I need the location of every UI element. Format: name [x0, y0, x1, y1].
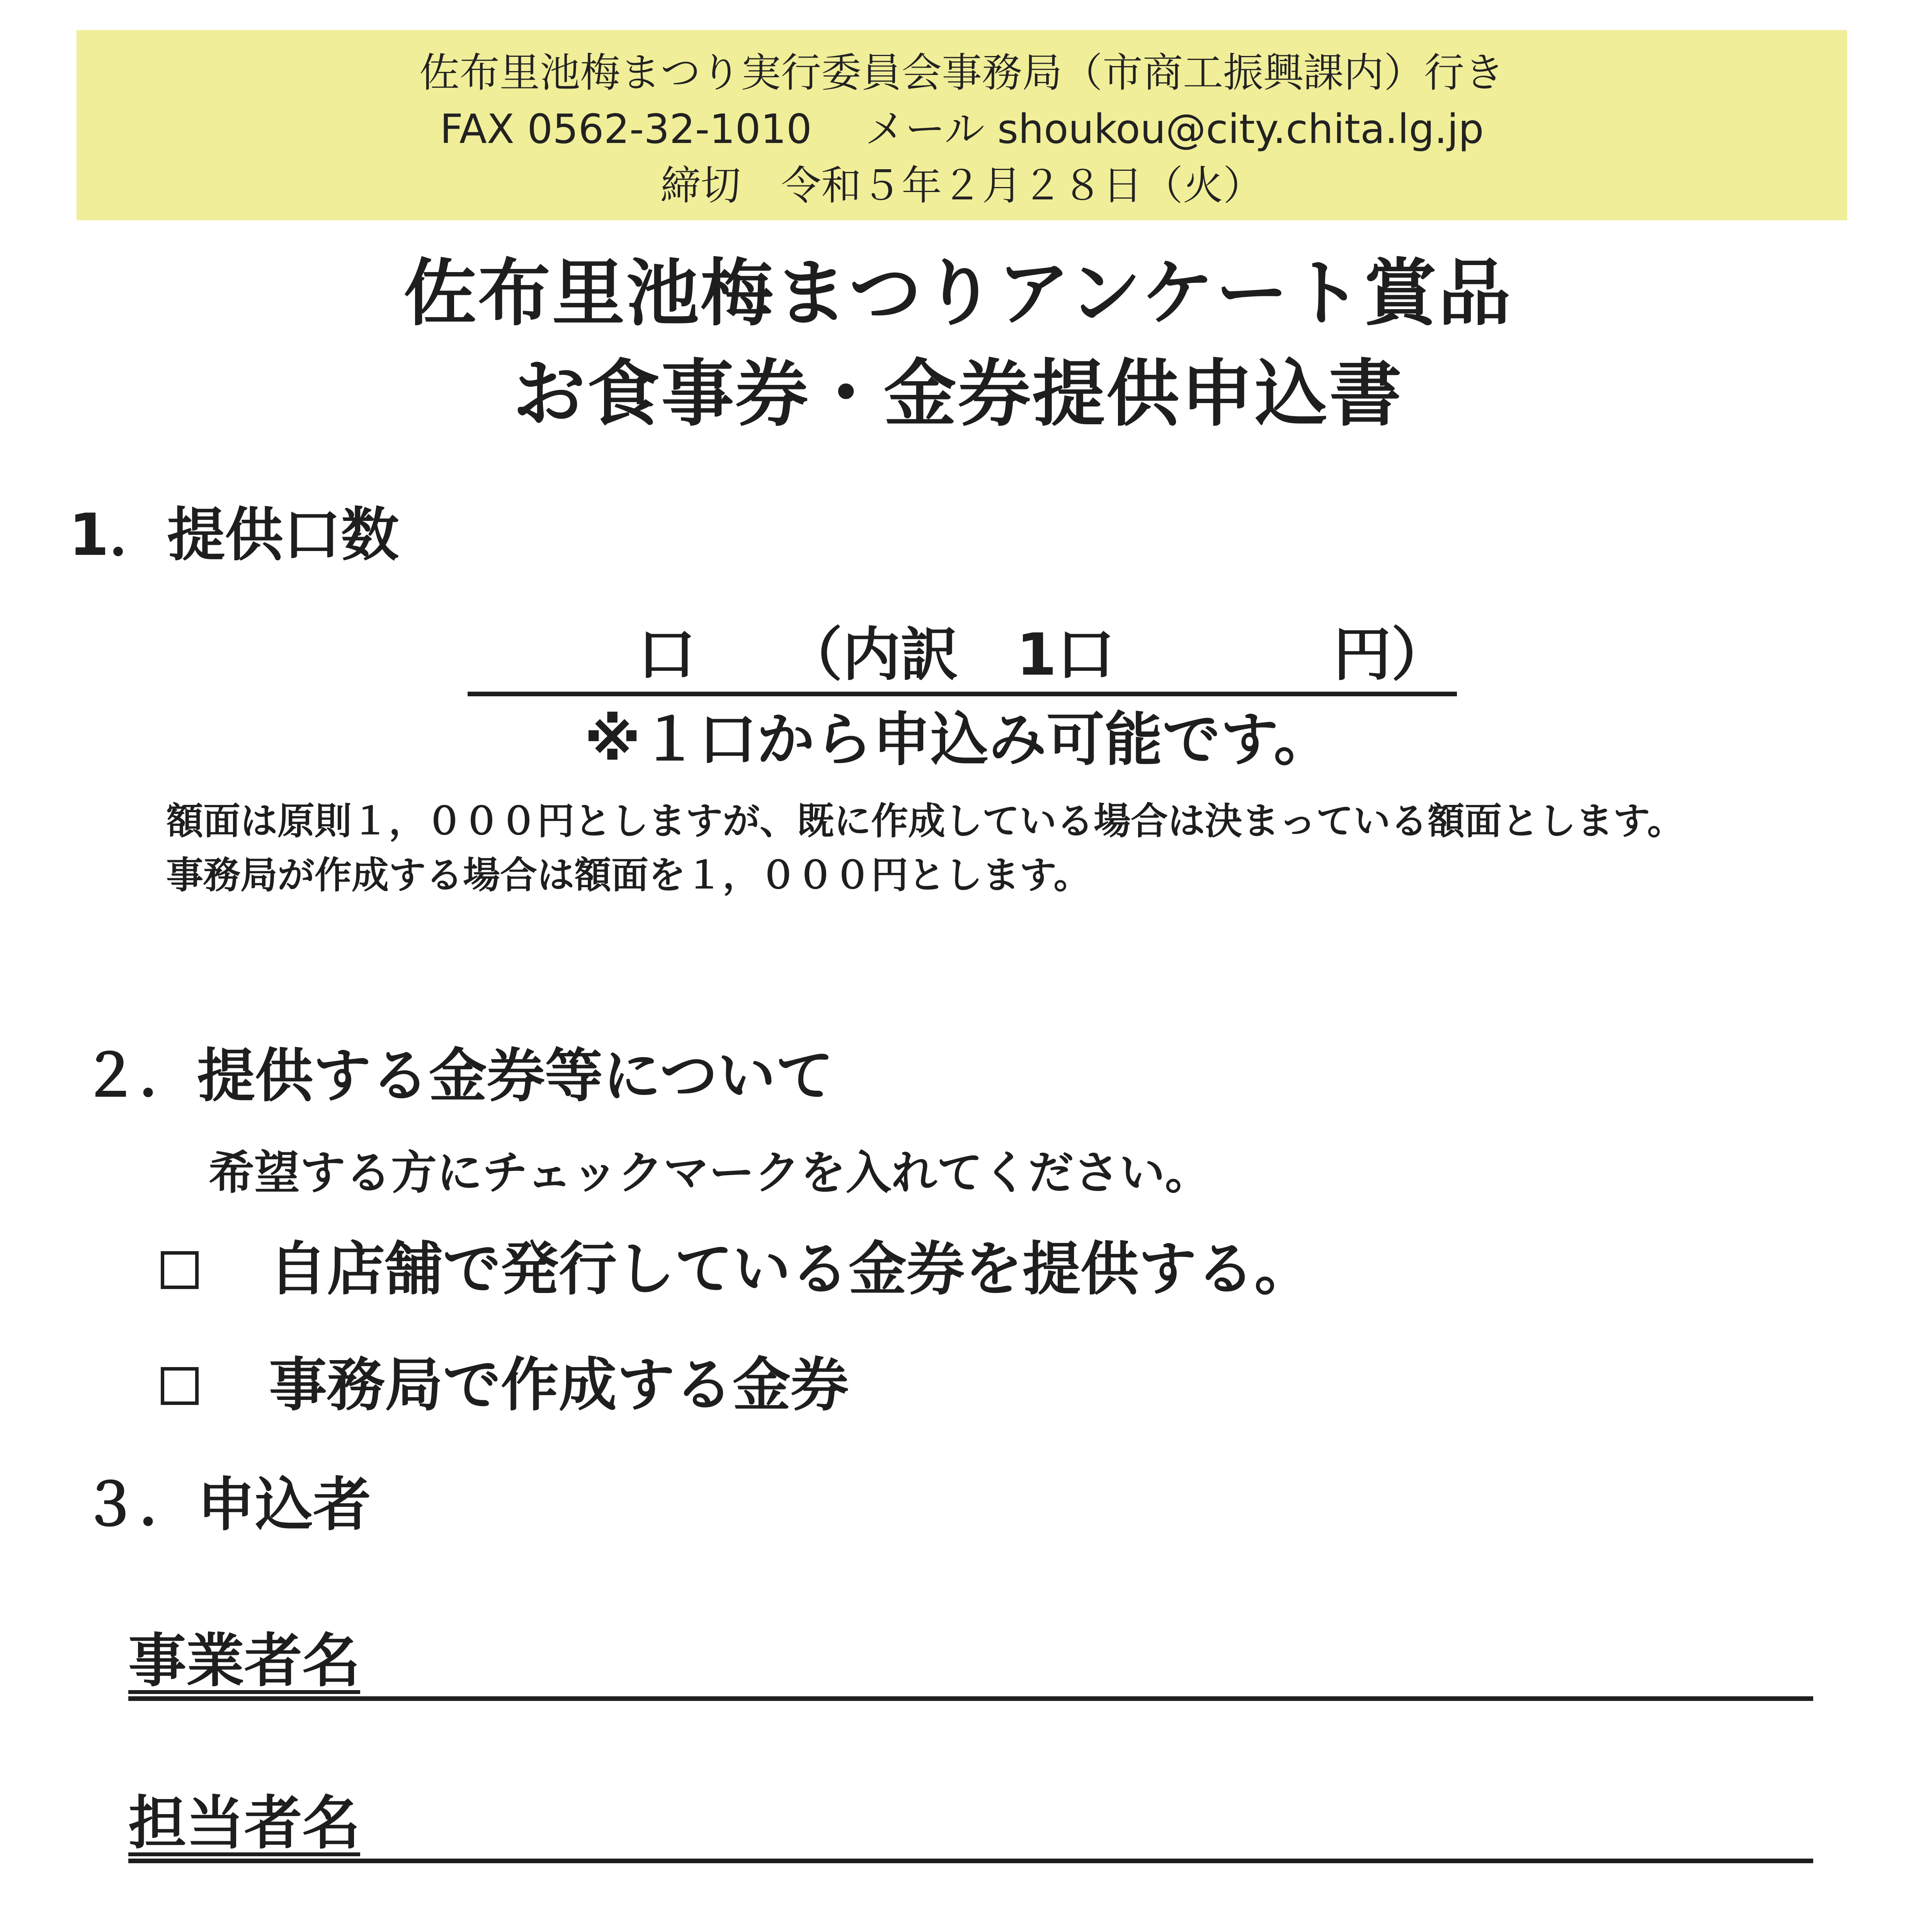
option-office-voucher-label: 事務局で作成する金券 [269, 1352, 849, 1419]
units-kuchi-label: 口 [638, 621, 696, 689]
units-input-row[interactable] [468, 618, 1457, 696]
header-band [77, 30, 1847, 220]
units-breakdown-label: （内訳 1口 [784, 621, 1115, 689]
contact-person-field[interactable] [128, 1785, 1813, 1863]
section1-heading: 1．提供口数 [69, 502, 399, 569]
header-recipient: 佐布里池梅まつり実行委員会事務局（市商工振興課内）行き [419, 49, 1504, 96]
header-contact: FAX 0562-32-1010 メール shoukou@city.chita.lg.jp [440, 105, 1484, 153]
section2-heading: ２．提供する金券等について [81, 1043, 834, 1110]
page-title-line2: お食事券・金券提供申込書 [513, 352, 1403, 436]
page-title-line1: 佐布里池梅まつりアンケート賞品 [403, 251, 1513, 336]
face-value-note-line2: 事務局が作成する場合は額面を１，０００円とします。 [166, 854, 1091, 897]
business-name-field[interactable] [128, 1623, 1813, 1701]
minimum-units-note: ※１口から申込み可能です。 [584, 706, 1332, 774]
units-yen-label: 円） [1333, 621, 1450, 689]
business-name-label: 事業者名 [128, 1628, 361, 1695]
option-office-voucher-checkbox[interactable] [161, 1367, 199, 1405]
face-value-note-line1: 額面は原則１，０００円としますが、既に作成している場合は決まっている額面とします。 [166, 799, 1685, 843]
option-own-voucher-label: 自店舗で発行している金券を提供する。 [269, 1236, 1313, 1303]
check-instruction: 希望する方にチェックマークを入れてください。 [209, 1146, 1211, 1199]
contact-person-label: 担当者名 [128, 1790, 361, 1857]
header-deadline: 締切 令和５年２月２８日（火） [660, 162, 1263, 209]
section3-heading: ３．申込者 [81, 1471, 371, 1539]
option-own-voucher-checkbox[interactable] [161, 1251, 199, 1289]
